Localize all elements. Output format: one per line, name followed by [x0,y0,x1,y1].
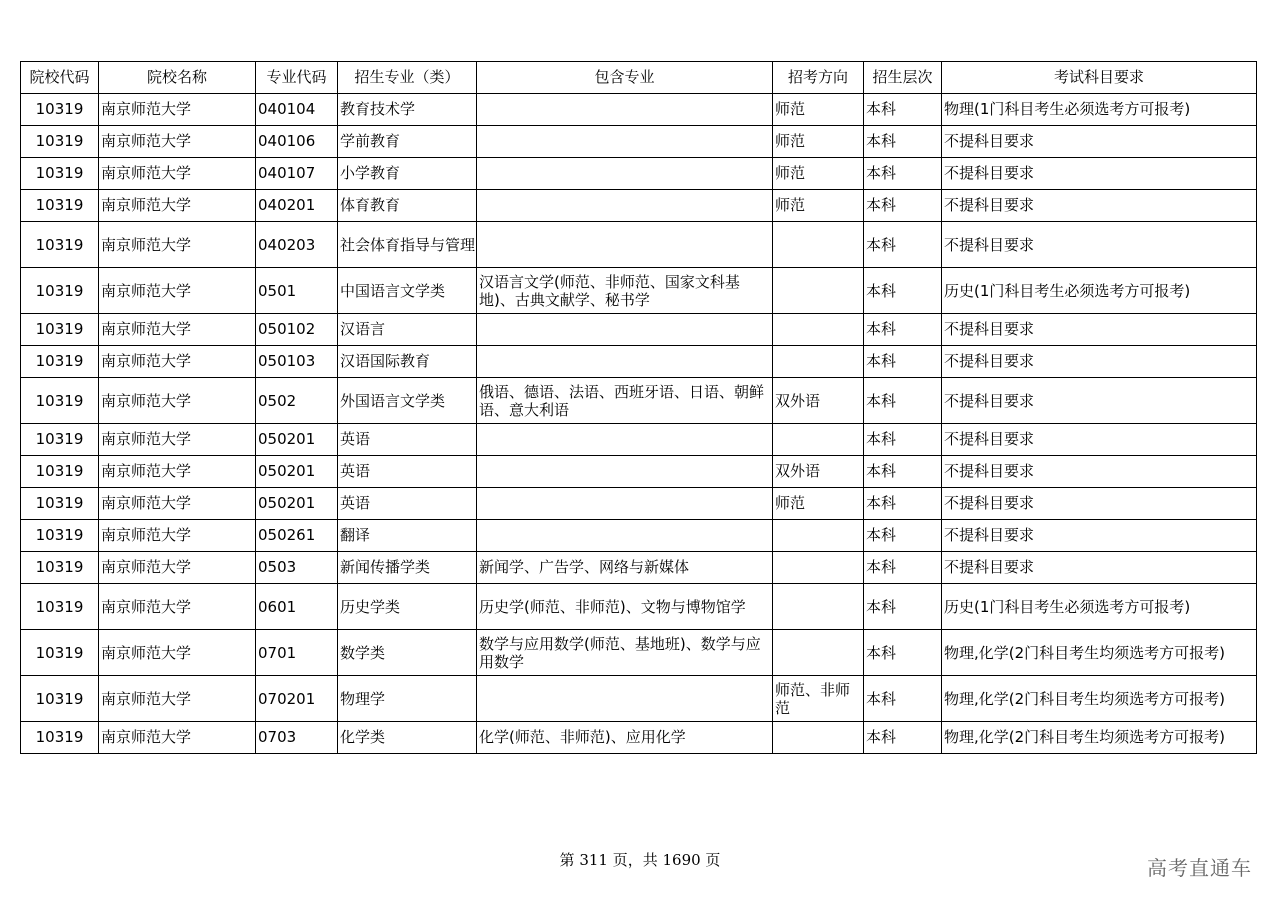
cell-subject-requirement: 不提科目要求 [942,378,1257,424]
cell-direction [773,722,864,754]
cell-major-code: 050201 [256,424,338,456]
cell-included-majors: 历史学(师范、非师范)、文物与博物馆学 [477,584,773,630]
cell-subject-requirement: 物理(1门科目考生必须选考方可报考) [942,94,1257,126]
cell-major-code: 050103 [256,346,338,378]
cell-subject-requirement: 不提科目要求 [942,222,1257,268]
table-row [21,378,1257,424]
cell-direction [773,314,864,346]
cell-school-code: 10319 [21,552,99,584]
table-header-row [21,62,1257,94]
table-row [21,268,1257,314]
cell-included-majors [477,314,773,346]
cell-school-name: 南京师范大学 [99,552,256,584]
table-row [21,190,1257,222]
cell-level: 本科 [864,584,942,630]
cell-major-code: 0703 [256,722,338,754]
cell-major-name: 教育技术学 [338,94,477,126]
cell-major-code: 0701 [256,630,338,676]
cell-level: 本科 [864,222,942,268]
cell-level: 本科 [864,190,942,222]
cell-school-code: 10319 [21,424,99,456]
cell-major-name: 英语 [338,488,477,520]
cell-direction [773,424,864,456]
cell-subject-requirement: 不提科目要求 [942,488,1257,520]
cell-school-name: 南京师范大学 [99,456,256,488]
cell-level: 本科 [864,520,942,552]
cell-school-name: 南京师范大学 [99,520,256,552]
cell-subject-requirement: 不提科目要求 [942,552,1257,584]
cell-school-code: 10319 [21,94,99,126]
cell-included-majors: 汉语言文学(师范、非师范、国家文科基地)、古典文献学、秘书学 [477,268,773,314]
cell-direction [773,552,864,584]
watermark: 高考直通车 [1147,856,1252,880]
cell-major-name: 学前教育 [338,126,477,158]
cell-school-name: 南京师范大学 [99,126,256,158]
cell-included-majors [477,126,773,158]
cell-included-majors [477,456,773,488]
cell-school-code: 10319 [21,488,99,520]
cell-level: 本科 [864,94,942,126]
cell-major-code: 0601 [256,584,338,630]
cell-direction [773,346,864,378]
cell-subject-requirement: 物理,化学(2门科目考生均须选考方可报考) [942,722,1257,754]
cell-major-code: 040106 [256,126,338,158]
cell-major-code: 070201 [256,676,338,722]
table-row [21,520,1257,552]
cell-school-name: 南京师范大学 [99,346,256,378]
cell-major-code: 040203 [256,222,338,268]
cell-school-name: 南京师范大学 [99,268,256,314]
cell-school-name: 南京师范大学 [99,488,256,520]
cell-major-name: 中国语言文学类 [338,268,477,314]
cell-major-code: 050102 [256,314,338,346]
table-row [21,722,1257,754]
cell-school-name: 南京师范大学 [99,630,256,676]
table-row [21,456,1257,488]
cell-school-name: 南京师范大学 [99,676,256,722]
cell-direction: 师范 [773,126,864,158]
cell-included-majors [477,520,773,552]
table-row [21,676,1257,722]
cell-major-code: 0501 [256,268,338,314]
table-row [21,424,1257,456]
cell-school-code: 10319 [21,722,99,754]
cell-school-code: 10319 [21,314,99,346]
page-number: 第 311 页，共 1690 页 [559,851,721,869]
cell-level: 本科 [864,722,942,754]
header-included-majors: 包含专业 [477,62,773,94]
cell-major-name: 数学类 [338,630,477,676]
table-row [21,314,1257,346]
cell-included-majors [477,346,773,378]
header-subject-requirement: 考试科目要求 [942,62,1257,94]
cell-major-code: 040201 [256,190,338,222]
cell-level: 本科 [864,314,942,346]
cell-level: 本科 [864,552,942,584]
header-school-name: 院校名称 [99,62,256,94]
header-major-code: 专业代码 [256,62,338,94]
table-row [21,126,1257,158]
cell-direction [773,584,864,630]
cell-major-name: 翻译 [338,520,477,552]
cell-subject-requirement: 不提科目要求 [942,126,1257,158]
cell-direction: 师范、非师范 [773,676,864,722]
cell-major-code: 050261 [256,520,338,552]
cell-major-name: 外国语言文学类 [338,378,477,424]
cell-school-name: 南京师范大学 [99,222,256,268]
cell-level: 本科 [864,158,942,190]
cell-major-name: 小学教育 [338,158,477,190]
cell-school-code: 10319 [21,630,99,676]
cell-included-majors [477,222,773,268]
cell-school-code: 10319 [21,520,99,552]
cell-included-majors [477,94,773,126]
cell-direction: 师范 [773,94,864,126]
cell-level: 本科 [864,630,942,676]
cell-direction [773,520,864,552]
cell-school-code: 10319 [21,378,99,424]
table-row [21,488,1257,520]
cell-direction [773,630,864,676]
cell-direction: 师范 [773,488,864,520]
table-row [21,222,1257,268]
cell-major-code: 0502 [256,378,338,424]
cell-subject-requirement: 物理,化学(2门科目考生均须选考方可报考) [942,676,1257,722]
cell-direction [773,268,864,314]
cell-major-name: 新闻传播学类 [338,552,477,584]
cell-included-majors: 新闻学、广告学、网络与新媒体 [477,552,773,584]
cell-level: 本科 [864,676,942,722]
cell-school-name: 南京师范大学 [99,158,256,190]
cell-level: 本科 [864,346,942,378]
table-row [21,94,1257,126]
cell-included-majors [477,676,773,722]
cell-major-code: 050201 [256,456,338,488]
cell-subject-requirement: 物理,化学(2门科目考生均须选考方可报考) [942,630,1257,676]
table-body [21,94,1257,754]
cell-direction [773,222,864,268]
cell-major-name: 体育教育 [338,190,477,222]
cell-school-name: 南京师范大学 [99,190,256,222]
cell-school-code: 10319 [21,190,99,222]
cell-included-majors [477,424,773,456]
cell-major-name: 汉语言 [338,314,477,346]
cell-subject-requirement: 不提科目要求 [942,424,1257,456]
table-row [21,158,1257,190]
cell-school-name: 南京师范大学 [99,94,256,126]
cell-subject-requirement: 不提科目要求 [942,158,1257,190]
cell-included-majors: 数学与应用数学(师范、基地班)、数学与应用数学 [477,630,773,676]
cell-school-code: 10319 [21,126,99,158]
cell-level: 本科 [864,424,942,456]
cell-major-name: 英语 [338,456,477,488]
cell-direction: 师范 [773,190,864,222]
cell-subject-requirement: 不提科目要求 [942,190,1257,222]
cell-school-code: 10319 [21,158,99,190]
cell-major-code: 0503 [256,552,338,584]
cell-major-name: 英语 [338,424,477,456]
cell-subject-requirement: 不提科目要求 [942,346,1257,378]
cell-major-name: 历史学类 [338,584,477,630]
cell-subject-requirement: 不提科目要求 [942,456,1257,488]
cell-subject-requirement: 不提科目要求 [942,314,1257,346]
cell-direction: 双外语 [773,378,864,424]
header-school-code: 院校代码 [21,62,99,94]
cell-included-majors [477,190,773,222]
cell-direction: 师范 [773,158,864,190]
table-row [21,630,1257,676]
cell-major-name: 物理学 [338,676,477,722]
cell-level: 本科 [864,268,942,314]
cell-level: 本科 [864,378,942,424]
cell-included-majors [477,158,773,190]
cell-school-name: 南京师范大学 [99,378,256,424]
cell-level: 本科 [864,488,942,520]
cell-school-code: 10319 [21,346,99,378]
cell-subject-requirement: 历史(1门科目考生必须选考方可报考) [942,584,1257,630]
cell-school-code: 10319 [21,584,99,630]
cell-school-code: 10319 [21,676,99,722]
cell-school-code: 10319 [21,456,99,488]
cell-school-code: 10319 [21,222,99,268]
cell-major-code: 040104 [256,94,338,126]
cell-level: 本科 [864,456,942,488]
cell-major-name: 化学类 [338,722,477,754]
table-row [21,346,1257,378]
cell-subject-requirement: 不提科目要求 [942,520,1257,552]
cell-school-code: 10319 [21,268,99,314]
header-direction: 招考方向 [773,62,864,94]
cell-school-name: 南京师范大学 [99,424,256,456]
admissions-table [20,61,1257,754]
cell-school-name: 南京师范大学 [99,584,256,630]
table-row [21,584,1257,630]
cell-school-name: 南京师范大学 [99,722,256,754]
cell-major-code: 040107 [256,158,338,190]
cell-school-name: 南京师范大学 [99,314,256,346]
cell-major-name: 汉语国际教育 [338,346,477,378]
cell-included-majors: 俄语、德语、法语、西班牙语、日语、朝鲜语、意大利语 [477,378,773,424]
header-major-name: 招生专业（类） [338,62,477,94]
cell-included-majors: 化学(师范、非师范)、应用化学 [477,722,773,754]
cell-direction: 双外语 [773,456,864,488]
cell-level: 本科 [864,126,942,158]
header-level: 招生层次 [864,62,942,94]
cell-subject-requirement: 历史(1门科目考生必须选考方可报考) [942,268,1257,314]
table-row [21,552,1257,584]
cell-included-majors [477,488,773,520]
cell-major-name: 社会体育指导与管理 [338,222,477,268]
cell-major-code: 050201 [256,488,338,520]
